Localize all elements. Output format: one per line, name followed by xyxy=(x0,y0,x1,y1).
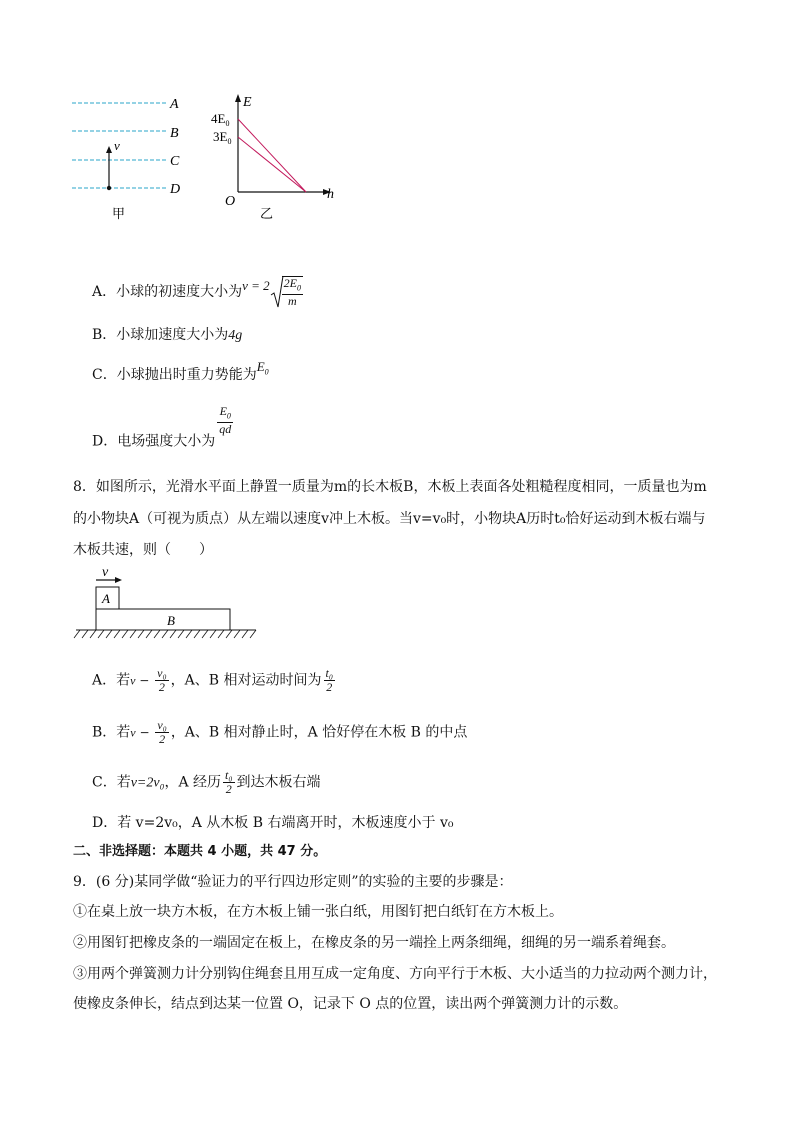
q8-option-b-minus: − xyxy=(135,725,154,740)
figure-jia xyxy=(60,90,200,230)
q7-option-b-value: 4g xyxy=(228,328,243,343)
energy-line-lower xyxy=(238,137,306,192)
q8-option-a-v: v xyxy=(130,673,136,688)
label-d: D xyxy=(170,182,181,197)
board-b-label: B xyxy=(167,613,175,628)
q8-option-b-fraction-v0: $\frac{\text{v₀}}{2}$ xyxy=(157,718,167,746)
q8-option-b-v: v xyxy=(130,725,136,740)
q8-option-a-fraction-t0: $\frac{\text{t₀}}{2}$ xyxy=(325,666,334,694)
caption-yi: 乙 xyxy=(260,206,274,221)
origin-label: O xyxy=(225,194,236,209)
q8-option-b xyxy=(92,719,467,746)
board-b xyxy=(96,609,230,630)
q8-line-2: 的小物块A（可视为质点）从左端以速度v冲上木板。当v=v₀时，小物块A历时t₀恰好运动到木板右端与 xyxy=(73,511,706,527)
section-2-heading: 二、非选择题：本题共 4 小题，共 47 分。 xyxy=(73,844,327,859)
q9-step-3a: ③用两个弹簧测力计分别钩住绳套且用互成一定角度、方向平行于木板、大小适当的力拉动两个测力计， xyxy=(73,966,717,982)
q8-option-d: D．若 v=2v₀，A 从木板 B 右端离开时，木板速度小于 v₀ xyxy=(92,815,454,831)
q7-option-b-text: B．小球加速度大小为 xyxy=(92,327,229,343)
q7-option-c-value: $E_0$ xyxy=(256,359,269,377)
q7-option-d xyxy=(92,405,235,451)
q8-line-1: 8．如图所示，光滑水平面上静置一质量为m的长木板B，木板上表面各处粗糙程度相同，一质量也为m xyxy=(73,479,707,495)
energy-line-upper xyxy=(238,119,306,192)
q7-option-b xyxy=(92,325,242,346)
q9-step-2: ②用图钉把橡皮条的一端固定在板上，在橡皮条的另一端拴上两条细绳，细绳的另一端系着绳套。 xyxy=(73,935,675,951)
board-v-label: v xyxy=(102,565,109,580)
q8-option-c-condition: v=2v₀ xyxy=(130,775,165,791)
q8-option-c-prefix: C．若 xyxy=(92,774,131,791)
label-c: C xyxy=(170,154,180,169)
q8-option-c-suffix: 到达木板右端 xyxy=(236,774,321,791)
q9-line-1: 9．(6 分)某同学做“验证力的平行四边形定则”的实验的主要的步骤是： xyxy=(73,874,513,890)
q8-option-a-prefix: A．若 xyxy=(92,672,131,689)
q8-option-c xyxy=(92,769,321,796)
board-v-arrowhead xyxy=(115,577,122,583)
q7-option-a-text: A．小球的初速度大小为 xyxy=(92,284,243,300)
tick-4e0: $4E_0$ xyxy=(211,111,230,128)
label-a: A xyxy=(170,97,179,112)
q8-option-b-prefix: B．若 xyxy=(92,724,131,741)
ball-dot xyxy=(107,186,111,190)
q7-option-a-fraction: $\frac{2E_0}{m}$ xyxy=(283,275,302,309)
caption-jia: 甲 xyxy=(112,206,126,221)
q8-line-3: 木板共速，则（ ） xyxy=(73,542,213,558)
q8-option-c-middle: ，A 经历 xyxy=(164,774,222,791)
q8-option-c-fraction-t0: $\frac{\text{t₀}}{2}$ xyxy=(225,768,233,796)
q8-option-a-middle: ，A、B 相对运动时间为 xyxy=(170,672,322,689)
q7-option-c xyxy=(92,359,269,391)
sqrt-symbol xyxy=(270,275,284,309)
q7-option-d-fraction: $\frac{E_0}{qd}$ xyxy=(219,404,232,437)
q7-option-d-text: D．电场强度大小为 xyxy=(92,433,216,450)
q8-option-b-middle: ，A、B 相对静止时，A 恰好停在木板 B 的中点 xyxy=(170,724,468,741)
q8-option-a-minus: − xyxy=(135,673,154,688)
q7-option-c-text: C．小球抛出时重力势能为 xyxy=(92,367,257,383)
q8-option-a xyxy=(92,667,337,694)
q9-step-3b: 使橡皮条伸长，结点到达某一位置 O，记录下 O 点的位置，读出两个弹簧测力计的示数。 xyxy=(73,996,628,1012)
velocity-arrowhead xyxy=(106,146,112,153)
tick-3e0: $3E_0$ xyxy=(213,129,232,146)
block-a-label: A xyxy=(102,591,110,606)
q9-step-1: ①在桌上放一块方木板，在方木板上铺一张白纸，用图钉把白纸钉在方木板上。 xyxy=(73,904,563,920)
q7-option-a xyxy=(92,275,305,309)
figure-board xyxy=(70,562,260,642)
q7-option-a-formula: v = 2 xyxy=(242,278,270,293)
e-axis-arrowhead xyxy=(235,94,241,102)
ground-hatching xyxy=(74,630,256,638)
velocity-label: v xyxy=(114,138,120,153)
figure-yi xyxy=(205,88,345,228)
label-b: B xyxy=(170,126,179,141)
axis-h-label: h xyxy=(327,187,334,202)
q8-option-a-fraction-v0: $\frac{\text{v₀}}{2}$ xyxy=(157,666,167,694)
axis-e-label: E xyxy=(243,95,252,110)
